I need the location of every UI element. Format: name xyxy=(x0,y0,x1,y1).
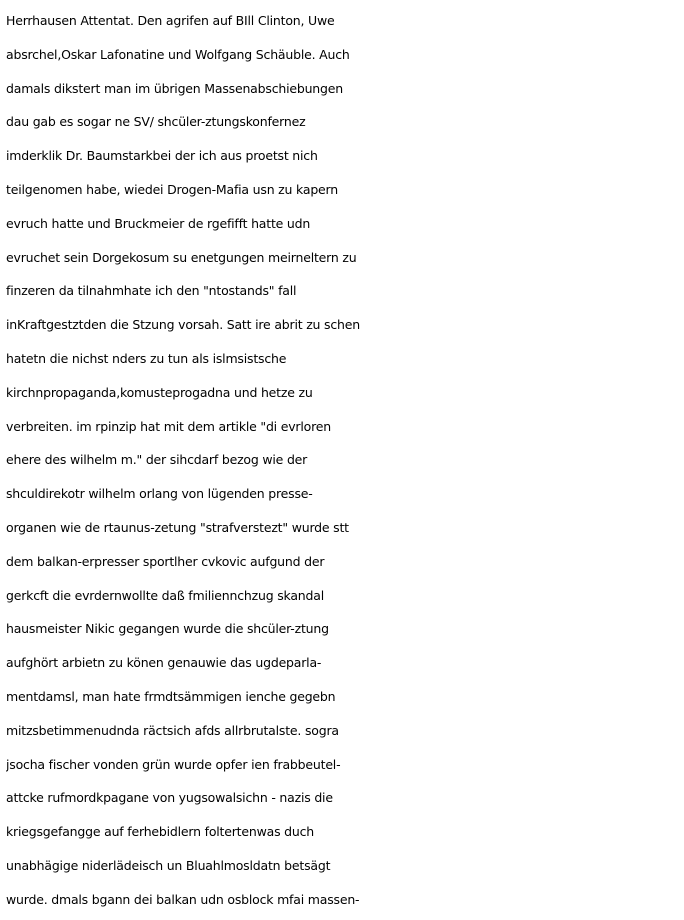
text-line-14: ehere des wilhelm m." der sihcdarf bezog wie der xyxy=(6,452,308,468)
text-line-20: aufghört arbietn zu könen genauwie das ugdeparla- xyxy=(6,655,322,671)
text-line-9: finzeren da tilnahmhate ich den "ntostands" fall xyxy=(6,283,297,299)
text-line-7: evruch hatte und Bruckmeier de rgefifft hatte udn xyxy=(6,215,311,231)
text-line-11: hatetn die nichst nders zu tun als islmsistsche xyxy=(6,350,287,366)
text-line-25: kriegsgefangge auf ferhebidlern foltertenwas duch xyxy=(6,824,315,840)
text-line-13: verbreiten. im rpinzip hat mit dem artikle "di evrloren xyxy=(6,418,331,434)
body-text xyxy=(6,4,684,917)
text-line-4: dau gab es sogar ne SV/ shcüler-ztungskonfernez xyxy=(6,114,306,130)
text-line-19: hausmeister Nikic gegangen wurde die shcüler-ztung xyxy=(6,621,329,637)
text-line-1: Herrhausen Attentat. Den agrifen auf BIll Clinton, Uwe xyxy=(6,13,335,28)
text-line-6: teilgenomen habe, wiedei Drogen-Mafia usn zu kapern xyxy=(6,181,338,197)
text-line-8: evruchet sein Dorgekosum su enetgungen meirneltern zu xyxy=(6,249,357,265)
text-line-15: shculdirekotr wilhelm orlang von lügenden presse- xyxy=(6,486,313,502)
text-line-27: wurde. dmals bgann dei balkan udn osblock mfai massen- xyxy=(6,891,360,907)
text-line-10: inKraftgestztden die Stzung vorsah. Satt ire abrit zu schen xyxy=(6,317,360,333)
text-line-24: attcke rufmordkpagane von yugsowalsichn - nazis die xyxy=(6,790,333,806)
text-line-22: mitzsbetimmenudnda räctsich afds allrbrutalste. sogra xyxy=(6,722,339,738)
text-line-16: organen wie de rtaunus-zetung "strafverstezt" wurde stt xyxy=(6,519,349,535)
text-line-17: dem balkan-erpresser sportlher cvkovic aufgund der xyxy=(6,553,325,569)
text-line-12: kirchnpropaganda,komusteprogadna und hetze zu xyxy=(6,384,313,400)
text-line-18: gerkcft die evrdernwollte daß fmiliennchzug skandal xyxy=(6,587,324,603)
text-line-3: damals dikstert man im übrigen Massenabschiebungen xyxy=(6,80,343,96)
text-line-26: unabhägige niderlädeisch un Bluahlmosldatn betsägt xyxy=(6,857,331,873)
text-line-21: mentdamsl, man hate frmdtsämmigen ienche gegebn xyxy=(6,688,336,704)
text-line-2: absrchel,Oskar Lafonatine und Wolfgang Schäuble. Auch xyxy=(6,46,350,62)
text-line-23: jsocha fischer vonden grün wurde opfer ien frabbeutel- xyxy=(6,756,341,772)
text-line-5: imderklik Dr. Baumstarkbei der ich aus proetst nich xyxy=(6,148,318,164)
